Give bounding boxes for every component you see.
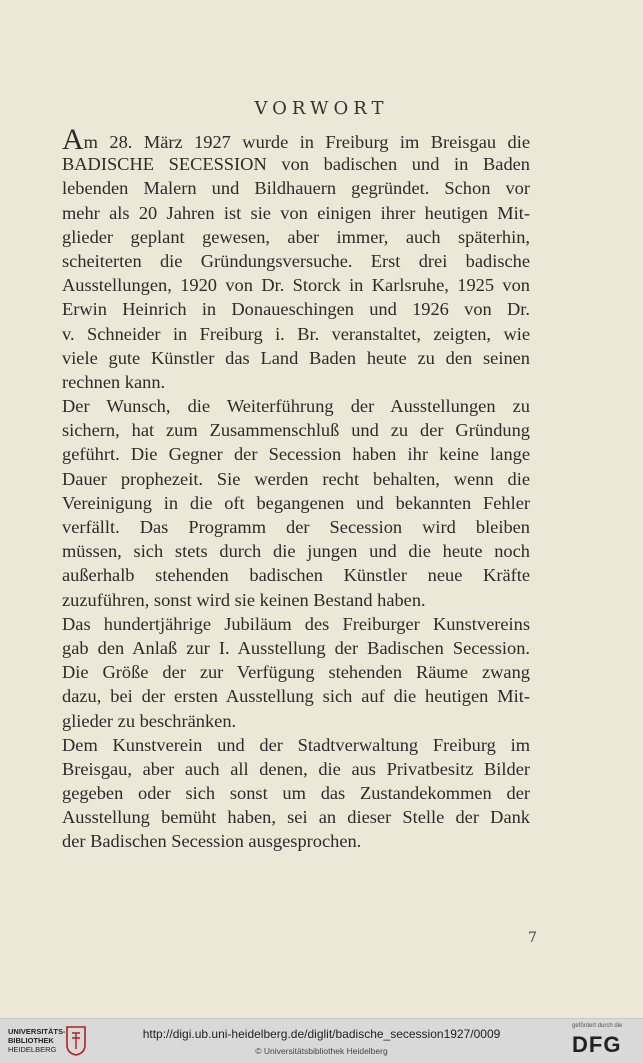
copyright-text: © Universitätsbibliothek Heidelberg — [255, 1046, 388, 1056]
text-line: Der Wunsch, die Weiterführung der Ausstellungen zu — [62, 396, 530, 417]
text-line: Vereinigung in die oft begangenen und bekannten Fehler — [62, 492, 530, 513]
text-line: scheiterten die Gründungsversuche. Erst drei badische — [62, 250, 530, 271]
text-line: Breisgau, aber auch all denen, die aus Privatbesitz Bilder — [62, 758, 530, 779]
text-line: verfällt. Das Programm der Secession wird bleiben — [62, 517, 530, 537]
text-line: geführt. Die Gegner der Secession haben ihr keine lange — [62, 444, 530, 465]
text-line: Die Größe der zur Verfügung stehenden Räume zwang — [62, 662, 530, 683]
text-line: Erwin Heinrich in Donaueschingen und 1926 von Dr. — [62, 299, 530, 320]
text-line: rechnen kann. — [62, 371, 166, 392]
text-line: glieder zu beschränken. — [62, 710, 237, 731]
text-line: Ausstellung bemüht haben, sei an dieser Stelle der Dank — [62, 807, 530, 828]
viewer-footer — [0, 1018, 643, 1063]
text-line: Das hundertjährige Jubiläum des Freiburger Kunstvereins — [62, 613, 530, 634]
page-heading: VORWORT — [254, 98, 389, 119]
text-line: Dauer prophezeit. Sie werden recht behalten, wenn die — [62, 468, 530, 489]
text-line: zuzuführen, sonst wird sie keinen Bestand haben. — [62, 589, 426, 610]
drop-cap: A — [62, 123, 84, 156]
text-line: Dem Kunstverein und der Stadtverwaltung Freiburg im — [62, 734, 530, 755]
source-url-link[interactable]: http://digi.ub.uni-heidelberg.de/diglit/badische_secession1927/0009 — [142, 1027, 501, 1041]
text-line: lebenden Malern und Bildhauern gegründet. Schon vor — [62, 178, 530, 199]
text-line: dazu, bei der ersten Ausstellung sich auf die heutigen Mit- — [62, 686, 530, 707]
text-line: gab den Anlaß zur I. Ausstellung der Badischen Secession. — [62, 637, 530, 658]
dfg-logo[interactable]: DFG — [572, 1032, 622, 1057]
text-line: Ausstellungen, 1920 von Dr. Storck in Karlsruhe, 1925 von — [62, 275, 530, 296]
text-line: v. Schneider in Freiburg i. Br. veranstaltet, zeigten, wie — [62, 323, 530, 344]
text-line: müssen, sich stets durch die jungen und die heute noch — [62, 541, 530, 562]
page-number: 7 — [528, 930, 537, 946]
body-text — [62, 123, 530, 854]
text-line: der Badischen Secession ausgesprochen. — [62, 831, 362, 852]
text-line: BADISCHE SECESSION von badischen und in Baden — [62, 154, 530, 175]
library-logo[interactable]: UNIVERSITÄTS- BIBLIOTHEK HEIDELBERG — [8, 1027, 66, 1054]
text-line: mehr als 20 Jahren ist sie von einigen ihrer heutigen Mit- — [62, 202, 530, 223]
text-line: sichern, hat zum Zusammenschluß und zu der Gründung — [62, 420, 530, 441]
text-line: viele gute Künstler das Land Baden heute zu den seinen — [62, 347, 530, 368]
text-line: außerhalb stehenden badischen Künstler neue Kräfte — [62, 565, 530, 586]
text-line: Am 28. März 1927 wurde in Freiburg im Breisgau die — [62, 123, 530, 156]
funding-note: gefördert durch die — [572, 1023, 623, 1029]
text-line: glieder geplant gewesen, aber immer, auch späterhin, — [62, 226, 530, 247]
text-line: gegeben oder sich sonst um das Zustandekommen der — [62, 783, 530, 804]
